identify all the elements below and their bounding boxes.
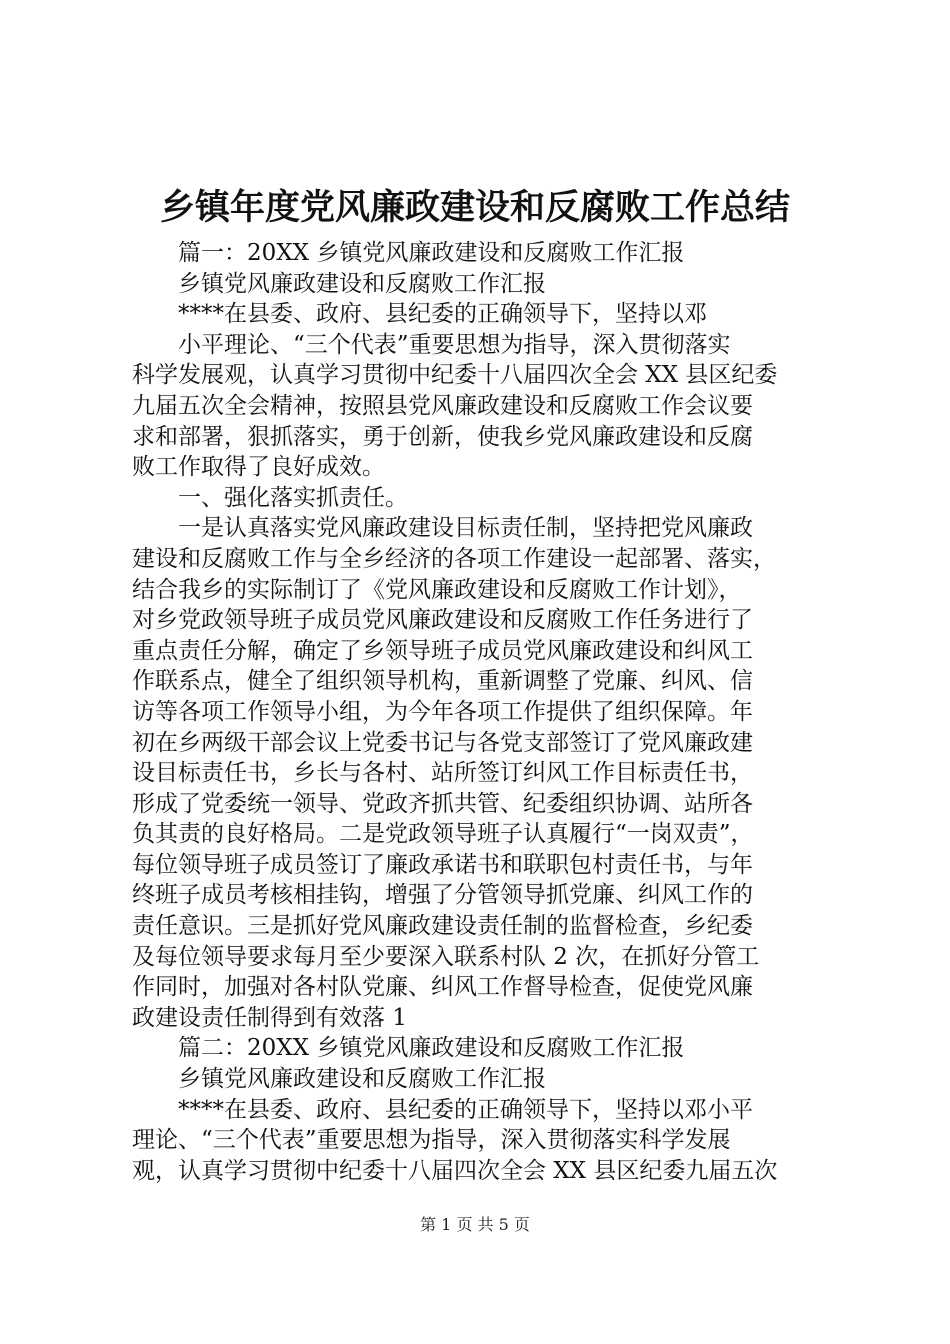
document-body	[132, 238, 832, 1186]
text-line: 政建设责任制得到有效落 1	[132, 1004, 407, 1031]
text-line: 篇二：20XX 乡镇党风廉政建设和反腐败工作汇报	[178, 1035, 685, 1062]
text-line: 每位领导班子成员签订了廉政承诺书和联职包村责任书，与年	[132, 851, 753, 878]
text-line: 责任意识。三是抓好党风廉政建设责任制的监督检查，乡纪委	[132, 913, 753, 940]
text-line: 观，认真学习贯彻中纪委十八届四次全会 XX 县区纪委九届五次	[132, 1157, 778, 1184]
text-line: 初在乡两级干部会议上党委书记与各党支部签订了党风廉政建	[132, 729, 753, 756]
text-line: ****在县委、政府、县纪委的正确领导下，坚持以邓	[178, 301, 707, 328]
text-line: 形成了党委统一领导、党政齐抓共管、纪委组织协调、站所各	[132, 790, 753, 817]
document-title: 乡镇年度党风廉政建设和反腐败工作总结	[159, 187, 790, 228]
text-line: 终班子成员考核相挂钩，增强了分管领导抓党廉、纠风工作的	[132, 882, 753, 909]
text-line: 篇一：20XX 乡镇党风廉政建设和反腐败工作汇报	[178, 240, 685, 266]
text-line: 科学发展观，认真学习贯彻中纪委十八届四次全会 XX 县区纪委	[132, 362, 778, 389]
page-footer: 第 1 页 共 5 页	[420, 1215, 530, 1234]
text-line: ****在县委、政府、县纪委的正确领导下，坚持以邓小平	[178, 1096, 753, 1123]
text-line: 一是认真落实党风廉政建设目标责任制，坚持把党风廉政	[178, 515, 753, 542]
text-line: 一、强化落实抓责任。	[178, 484, 408, 511]
text-line: 访等各项工作领导小组，为今年各项工作提供了组织保障。年	[132, 698, 753, 725]
text-line: 设目标责任书，乡长与各村、站所签订纠风工作目标责任书，	[132, 760, 753, 787]
text-line: 建设和反腐败工作与全乡经济的各项工作建设一起部署、落实，	[132, 545, 776, 572]
text-line: 败工作取得了良好成效。	[132, 454, 385, 481]
text-line: 作联系点，健全了组织领导机构，重新调整了党廉、纠风、信	[132, 668, 753, 695]
text-line: 乡镇党风廉政建设和反腐败工作汇报	[178, 1066, 546, 1093]
text-line: 重点责任分解，确定了乡领导班子成员党风廉政建设和纠风工	[132, 637, 753, 664]
text-line: 理论、“三个代表”重要思想为指导，深入贯彻落实科学发展	[132, 1127, 731, 1154]
text-line: 及每位领导要求每月至少要深入联系村队 2 次，在抓好分管工	[132, 943, 760, 970]
text-line: 求和部署，狠抓落实，勇于创新，使我乡党风廉政建设和反腐	[132, 423, 753, 450]
text-line: 对乡党政领导班子成员党风廉政建设和反腐败工作任务进行了	[132, 607, 753, 634]
text-line: 作同时，加强对各村队党廉、纠风工作督导检查，促使党风廉	[132, 974, 753, 1001]
text-line: 乡镇党风廉政建设和反腐败工作汇报	[178, 270, 546, 297]
text-line: 结合我乡的实际制订了《党风廉政建设和反腐败工作计划》，	[132, 576, 742, 603]
text-line: 负其责的良好格局。二是党政领导班子认真履行“一岗双责”，	[132, 821, 754, 848]
text-line: 小平理论、“三个代表”重要思想为指导，深入贯彻落实	[178, 331, 731, 358]
text-line: 九届五次全会精神，按照县党风廉政建设和反腐败工作会议要	[132, 392, 753, 419]
